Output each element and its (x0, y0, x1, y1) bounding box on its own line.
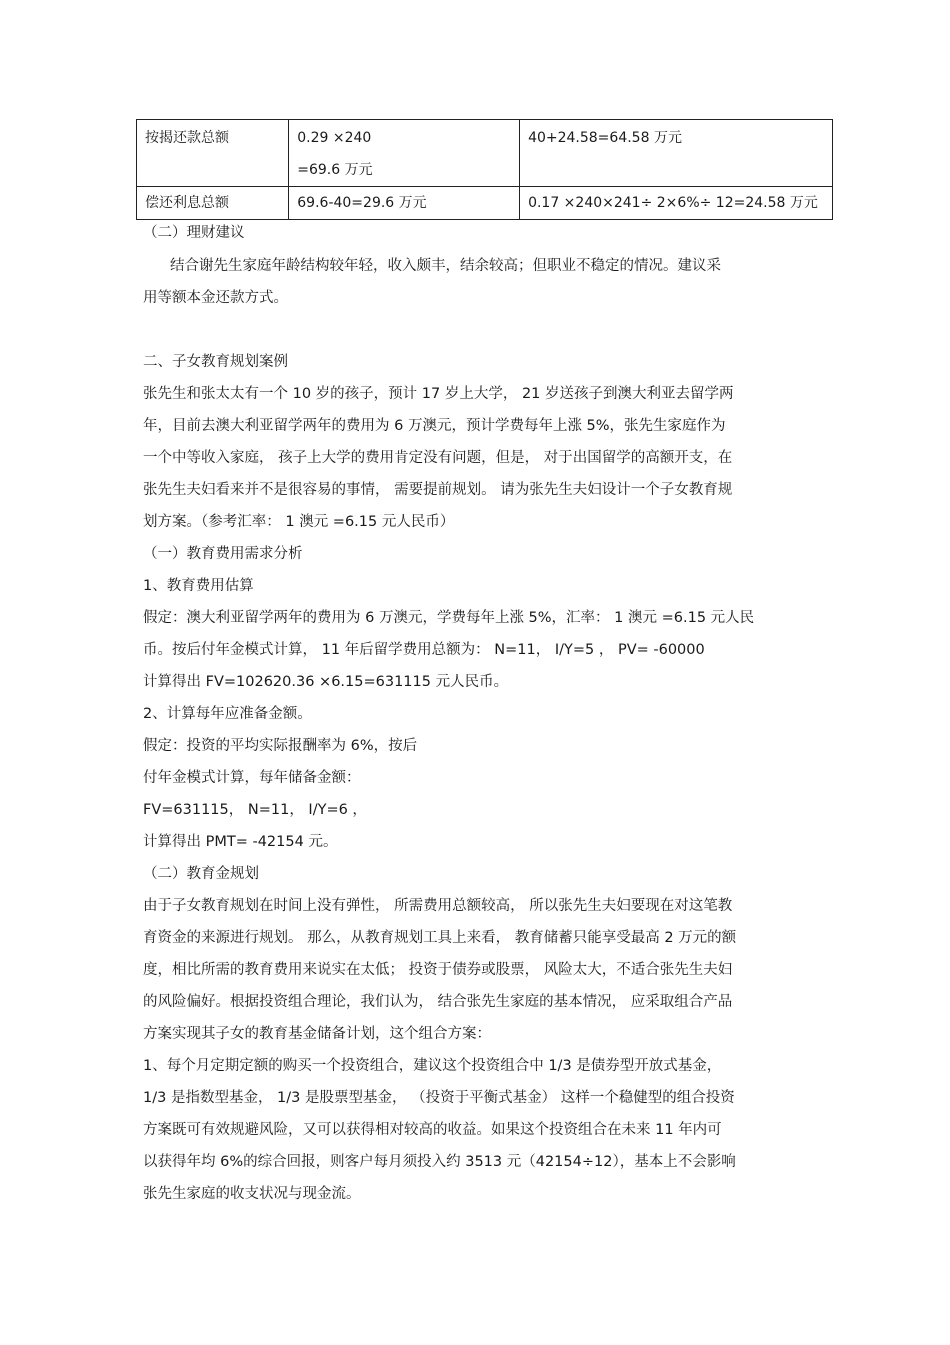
paragraph-line: 一个中等收入家庭， 孩子上大学的费用肯定没有问题，但是， 对于出国留学的高额开支，在 (143, 450, 733, 466)
paragraph-line: 假定：投资的平均实际报酬率为 6%，按后 (143, 738, 418, 754)
cell-text: =69.6 万元 (297, 162, 373, 178)
paragraph-line: 张先生家庭的收支状况与现金流。 (143, 1186, 361, 1202)
paragraph-line: 假定：澳大利亚留学两年的费用为 6 万澳元，学费每年上涨 5%，汇率： 1 澳元 =6.15 元人民 (143, 610, 755, 626)
cell-text: 0.29 ×240 (297, 130, 372, 146)
paragraph-line: 结合谢先生家庭年龄结构较年轻，收入颇丰，结余较高；但职业不稳定的情况。建议采 (170, 258, 721, 274)
paragraph-line: 以获得年均 6%的综合回报，则客户每月须投入约 3513 元（42154÷12），基本上不会影响 (143, 1154, 736, 1170)
paragraph-line: 育资金的来源进行规划。 那么，从教育规划工具上来看， 教育储蓄只能享受最高 2 万元的额 (143, 930, 737, 946)
paragraph-line: 方案既可有效规避风险，又可以获得相对较高的收益。如果这个投资组合在未来 11 年内可 (143, 1122, 722, 1138)
section-heading: （二）教育金规划 (143, 866, 259, 882)
paragraph-line: 的风险偏好。根据投资组合理论，我们认为， 结合张先生家庭的基本情况， 应采取组合产品 (143, 994, 733, 1010)
subheading: 1、教育费用估算 (143, 578, 254, 594)
paragraph-line: 张先生和张太太有一个 10 岁的孩子，预计 17 岁上大学， 21 岁送孩子到澳大利亚去留学两 (143, 386, 734, 402)
paragraph-line: 计算得出 PMT= -42154 元。 (143, 834, 338, 850)
paragraph-line: 1、每个月定期定额的购买一个投资组合，建议这个投资组合中 1/3 是债券型开放式基金， (143, 1058, 722, 1074)
cell-text: 69.6-40=29.6 万元 (297, 195, 427, 211)
table-cell (137, 187, 289, 220)
section-heading: （二）理财建议 (143, 225, 245, 241)
section-heading: （一）教育费用需求分析 (143, 546, 303, 562)
paragraph-line: 方案实现其子女的教育基金储备计划，这个组合方案： (143, 1026, 491, 1042)
section-heading: 二、子女教育规划案例 (143, 354, 288, 370)
paragraph-line: 由于子女教育规划在时间上没有弹性， 所需费用总额较高， 所以张先生夫妇要现在对这笔教 (143, 898, 733, 914)
paragraph-line: 付年金模式计算，每年储备金额： (143, 770, 361, 786)
table-cell (289, 187, 520, 220)
paragraph-line: 币。按后付年金模式计算， 11 年后留学费用总额为： N=11， I/Y=5 ， PV= -60000 (143, 642, 705, 658)
table-cell (520, 187, 833, 220)
paragraph-line: 度，相比所需的教育费用来说实在太低； 投资于债券或股票， 风险太大，不适合张先生夫妇 (143, 962, 733, 978)
cell-text: 0.17 ×240×241÷ 2×6%÷ 12=24.58 万元 (528, 195, 818, 211)
paragraph-line: 张先生夫妇看来并不是很容易的事情， 需要提前规划。 请为张先生夫妇设计一个子女教育规 (143, 482, 733, 498)
row-label: 偿还利息总额 (145, 195, 229, 211)
loan-comparison-table (136, 119, 833, 220)
paragraph-line: 1/3 是指数型基金， 1/3 是股票型基金， （投资于平衡式基金） 这样一个稳健型的组合投资 (143, 1090, 735, 1106)
table-cell (289, 120, 520, 187)
table-cell (137, 120, 289, 187)
cell-text: 40+24.58=64.58 万元 (528, 130, 682, 146)
paragraph-line: 计算得出 FV=102620.36 ×6.15=631115 元人民币。 (143, 674, 509, 690)
paragraph-line: 划方案。（参考汇率： 1 澳元 =6.15 元人民币） (143, 514, 455, 530)
table-cell (520, 120, 833, 187)
paragraph-line: FV=631115， N=11， I/Y=6 ， (143, 802, 367, 818)
table-row (137, 120, 833, 187)
paragraph-line: 用等额本金还款方式。 (143, 290, 288, 306)
paragraph-line: 年，目前去澳大利亚留学两年的费用为 6 万澳元，预计学费每年上涨 5%，张先生家庭作为 (143, 418, 726, 434)
subheading: 2、计算每年应准备金额。 (143, 706, 312, 722)
table-row (137, 187, 833, 220)
row-label: 按揭还款总额 (145, 130, 229, 146)
